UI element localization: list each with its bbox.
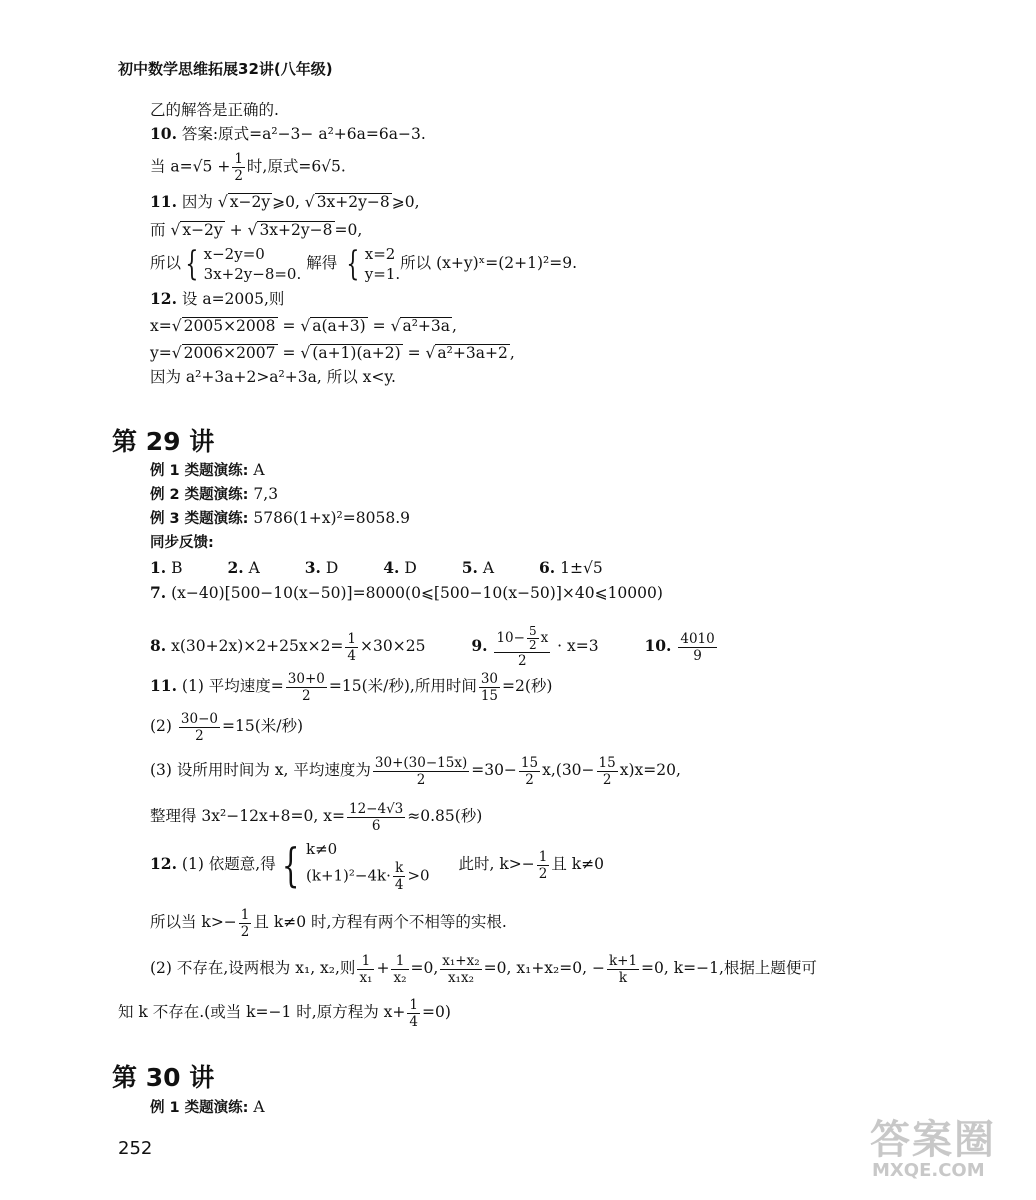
fraction: $\frac{\text{x₁+x₂}}{\text{x₁x₂}}$ — [442, 952, 480, 986]
fraction: $\frac{15}{2}$ — [520, 754, 539, 788]
q11-line-3: 所以 { x−2y=0 3x+2y−8=0. 解得 { x=2 y=1.所以 (x+y)ˣ=(2+1)²=9. — [150, 244, 577, 284]
q12-line-2: x=√ 2005×2008 = √ a(a+3) = √ a²+3a , — [150, 317, 457, 335]
fraction: $\frac{1}{4}$ — [409, 996, 418, 1030]
fraction: $\frac{1}{2}$ — [234, 151, 243, 184]
fraction: $\frac{30+0}{2}$ — [287, 670, 325, 704]
left-brace: { — [346, 244, 360, 284]
q12-line-4: 因为 a²+3a+2>a²+3a, 所以 x<y. — [150, 368, 396, 386]
q12-conclusion: 所以当 k>− $\frac{1}{2}$ 且 k≠0 时,方程有两个不相等的实根. — [150, 906, 507, 940]
inequality-system: k≠0 (k+1)²−4k· $\frac{k}{4}$ >0 — [306, 839, 430, 893]
q12-part1: 12. (1) 依题意,得 { k≠0 (k+1)²−4k· $\frac{k}{4}$ >0 此时, k>− $\frac{1}{2}$ 且 k≠0 — [150, 838, 605, 893]
fraction: $\frac{4010}{9}$ — [680, 630, 715, 664]
multiple-choice-answers: 1. B 2. A 3. D 4. D 5. A 6. 1±√5 — [150, 558, 603, 577]
q7-line: 7. (x−40)[500−10(x−50)]=8000(0⩽[500−10(x−50)]×40⩽10000) — [150, 583, 663, 602]
fraction: $\frac{1}{\text{x₂}}$ — [393, 952, 407, 986]
q12-line-1: 12. 设 a=2005,则 — [150, 289, 285, 308]
q11-part2: (2) $\frac{30-0}{2}$ =15(米/秒) — [150, 710, 304, 744]
fraction: $\frac{30}{15}$ — [480, 670, 499, 704]
text-line: 乙的解答是正确的. — [150, 101, 279, 119]
left-brace: { — [185, 244, 199, 284]
q11-part3-solution: 整理得 3x²−12x+8=0, x= $\frac{12-4√3}{6}$ ≈0.85(秒) — [150, 800, 483, 834]
q11-part1: 11. (1) 平均速度= $\frac{30+0}{2}$ =15(米/秒),所用时间 $\frac{30}{15}$ =2(秒) — [150, 670, 553, 704]
q12-part2: (2) 不存在,设两根为 x₁, x₂,则 $\frac{1}{\text{x₁}}$ + $\frac{1}{\text{x₂}}$ =0, $\frac{\text{x₁+x₂}}{\text{x₁x₂}}$ =0, x₁+x₂=0, − $\frac{k+1}{k}$ =0, k=−1,根据上题便可 — [150, 952, 817, 986]
q10-line-2: 当 a=√5 + $\frac{1}{2}$ 时,原式=6√5. — [150, 151, 346, 184]
equation-system: x=2 y=1. — [364, 245, 401, 283]
q12-line-3: y=√ 2006×2007 = √ (a+1)(a+2) = √ a²+3a+2 , — [150, 344, 515, 362]
fraction: $\frac{k+1}{k}$ — [608, 952, 638, 986]
fraction: $\frac{1}{2}$ — [538, 848, 548, 882]
fraction: $\frac{1}{2}$ — [240, 906, 250, 940]
section-title: 第 29 讲 — [112, 427, 215, 456]
q8-q9-q10-line: 8. x(30+2x)×2+25x×2= $\frac{1}{4}$ ×30×25 9. 10− $\frac{5}{2}$ x 2 · x=3 10. $\frac{4010}{9}$ — [150, 624, 715, 669]
fraction: $\frac{5}{2}$ — [528, 624, 537, 652]
fraction: $\frac{1}{4}$ — [347, 630, 357, 664]
running-header: 初中数学思维拓展32讲(八年级) — [118, 60, 333, 78]
left-brace: { — [281, 838, 300, 892]
feedback-label: 同步反馈: — [150, 535, 214, 551]
fraction: $\frac{1}{\text{x₁}}$ — [359, 952, 373, 986]
compound-fraction: 10− $\frac{5}{2}$ x 2 — [496, 624, 549, 669]
q10-line: 10. 答案:原式=a²−3− a²+6a=6a−3. — [150, 124, 426, 143]
section-title: 第 30 讲 — [112, 1063, 215, 1092]
example-1-line: 例 1 类题演练: A — [150, 1098, 265, 1116]
fraction: $\frac{30+(30-15x)}{2}$ — [374, 754, 468, 788]
fraction: $\frac{30-0}{2}$ — [180, 710, 218, 744]
example-3-line: 例 3 类题演练: 5786(1+x)²=8058.9 — [150, 509, 410, 527]
watermark-text: 答案圈 — [870, 1116, 996, 1163]
example-2-line: 例 2 类题演练: 7,3 — [150, 485, 279, 503]
fraction: $\frac{12-4√3}{6}$ — [348, 800, 404, 834]
watermark-url: MXQE.COM — [872, 1160, 985, 1181]
q11-line-2: 而 √ x−2y + √ 3x+2y−8 =0, — [150, 221, 363, 239]
q11-part3: (3) 设所用时间为 x, 平均速度为 $\frac{30+(30-15x)}{2}$ =30− $\frac{15}{2}$ x,(30− $\frac{15}{2}$ x)x=20, — [150, 754, 681, 788]
fraction: $\frac{15}{2}$ — [598, 754, 616, 788]
equation-system: x−2y=0 3x+2y−8=0. — [203, 245, 302, 283]
q11-line-1: 11. 因为 √ x−2y ⩾0, √ 3x+2y−8 ⩾0, — [150, 192, 420, 211]
watermark-logo — [870, 1108, 1020, 1188]
q12-part2-continued: 知 k 不存在.(或当 k=−1 时,原方程为 x+ $\frac{1}{4}$ =0) — [118, 996, 451, 1030]
fraction: $\frac{k}{4}$ — [394, 859, 404, 893]
example-1-line: 例 1 类题演练: A — [150, 461, 265, 479]
page-number: 252 — [118, 1138, 153, 1159]
